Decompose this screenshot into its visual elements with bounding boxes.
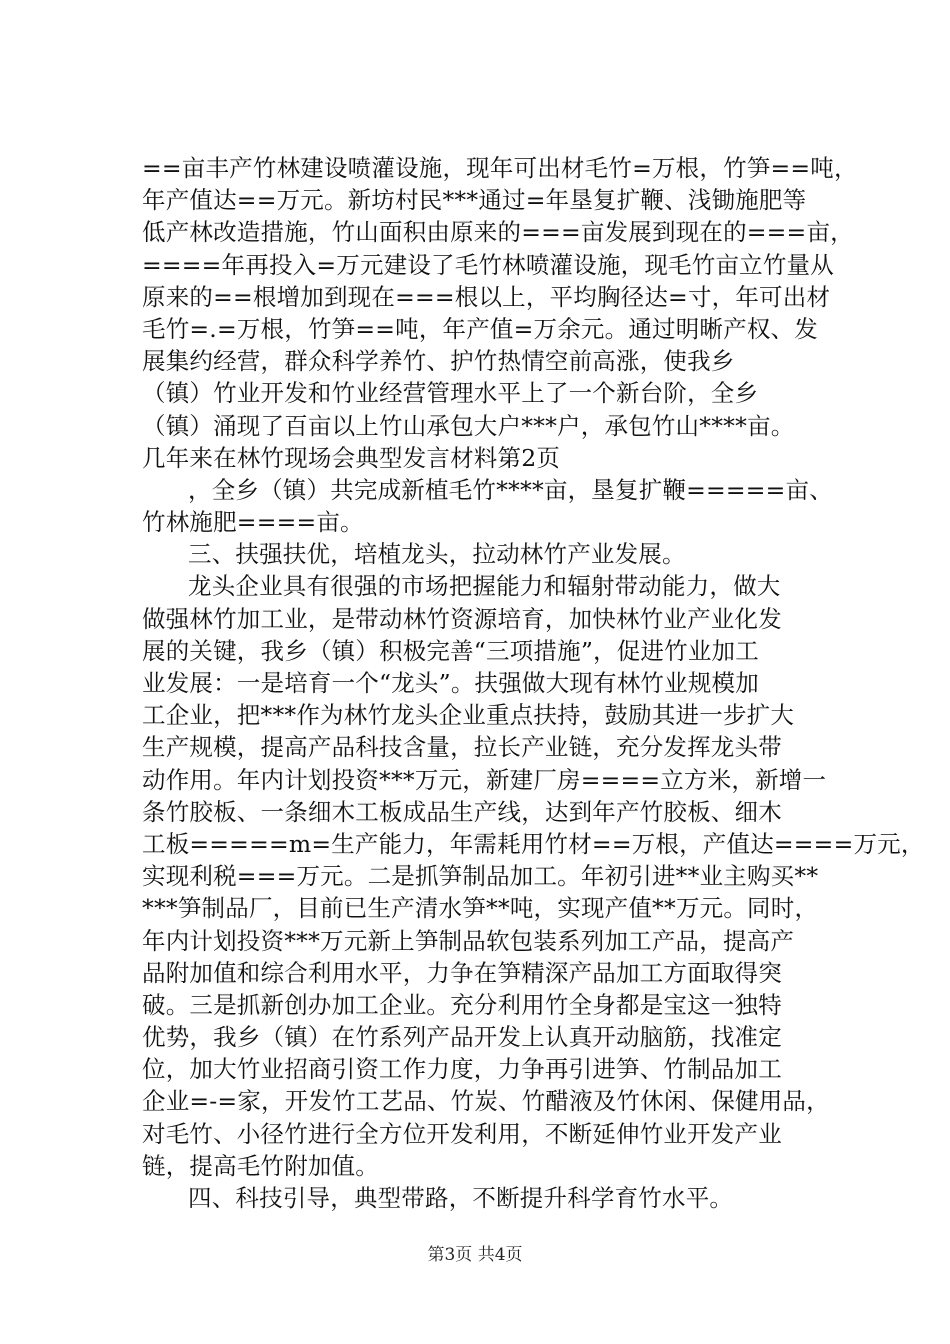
text-line: 竹林施肥====亩。 (142, 508, 364, 537)
text-line: 龙头企业具有很强的市场把握能力和辐射带动能力，做大 (188, 572, 781, 601)
text-line: 做强林竹加工业，是带动林竹资源培育，加快林竹业产业化发 (142, 604, 782, 633)
text-line: 条竹胶板、一条细木工板成品生产线，达到年产竹胶板、细木 (142, 797, 782, 826)
text-line: 破。三是抓新创办加工企业。充分利用竹全身都是宝这一独特 (142, 990, 782, 1019)
text-line: 企业=-=家，开发竹工艺品、竹炭、竹醋液及竹休闲、保健用品， (142, 1087, 830, 1116)
document-body (142, 152, 925, 1214)
text-line: 位，加大竹业招商引资工作力度，力争再引进笋、竹制品加工 (142, 1055, 782, 1084)
text-line: 原来的==根增加到现在===根以上，平均胸径达=寸，年可出材 (142, 282, 831, 311)
text-line: 链，提高毛竹附加值。 (142, 1151, 379, 1180)
text-line: 工板=====m=生产能力，年需耗用竹材==万根，产值达====万元， (142, 829, 925, 858)
text-line: ***笋制品厂，目前已生产清水笋**吨，实现产值**万元。同时， (142, 894, 819, 923)
text-line: （镇）竹业开发和竹业经营管理水平上了一个新台阶，全乡 (142, 379, 759, 408)
text-line: 年产值达==万元。新坊村民***通过=年垦复扩鞭、浅锄施肥等 (142, 186, 807, 215)
text-line: 对毛竹、小径竹进行全方位开发利用，不断延伸竹业开发产业 (142, 1119, 782, 1148)
text-line: 生产规模，提高产品科技含量，拉长产业链，充分发挥龙头带 (142, 733, 782, 762)
section-heading: 四、科技引导，典型带路，不断提升科学育竹水平。 (188, 1184, 734, 1212)
text-line: 毛竹=.=万根，竹笋==吨，年产值=万余元。通过明晰产权、发 (142, 314, 818, 343)
text-line: 品附加值和综合利用水平，力争在笋精深产品加工方面取得突 (142, 958, 782, 987)
text-line: 优势，我乡（镇）在竹系列产品开发上认真开动脑筋，找准定 (142, 1023, 782, 1052)
text-line: 展的关键，我乡（镇）积极完善“三项措施”，促进竹业加工 (142, 636, 759, 665)
text-line: 动作用。年内计划投资***万元，新建厂房====立方米，新增一 (142, 765, 827, 794)
text-line: 展集约经营，群众科学养竹、护竹热情空前高涨，使我乡 (142, 347, 735, 376)
text-line: 业发展：一是培育一个“龙头”。扶强做大现有林竹业规模加 (142, 669, 759, 697)
page-break-title: 几年来在林竹现场会典型发言材料第2页 (142, 443, 561, 472)
text-line: 年内计划投资***万元新上笋制品软包装系列加工产品，提高产 (142, 926, 795, 955)
text-line: 工企业，把***作为林竹龙头企业重点扶持，鼓励其进一步扩大 (142, 701, 795, 730)
text-line: ====年再投入=万元建设了毛竹林喷灌设施，现毛竹亩立竹量从 (142, 250, 834, 279)
text-line: ，全乡（镇）共完成新植毛竹****亩，垦复扩鞭=====亩、 (188, 475, 833, 504)
page-number-footer: 第3页 共4页 (427, 1245, 523, 1265)
text-line: 低产林改造措施，竹山面积由原来的===亩发展到现在的===亩， (142, 218, 854, 247)
section-heading: 三、扶强扶优，培植龙头，拉动林竹产业发展。 (188, 540, 686, 569)
text-line: （镇）涌现了百亩以上竹山承包大户***户，承包竹山****亩。 (142, 411, 795, 440)
text-line: ==亩丰产竹林建设喷灌设施，现年可出材毛竹=万根，竹笋==吨， (142, 154, 858, 182)
text-line: 实现利税===万元。二是抓笋制品加工。年初引进**业主购买** (142, 862, 819, 891)
